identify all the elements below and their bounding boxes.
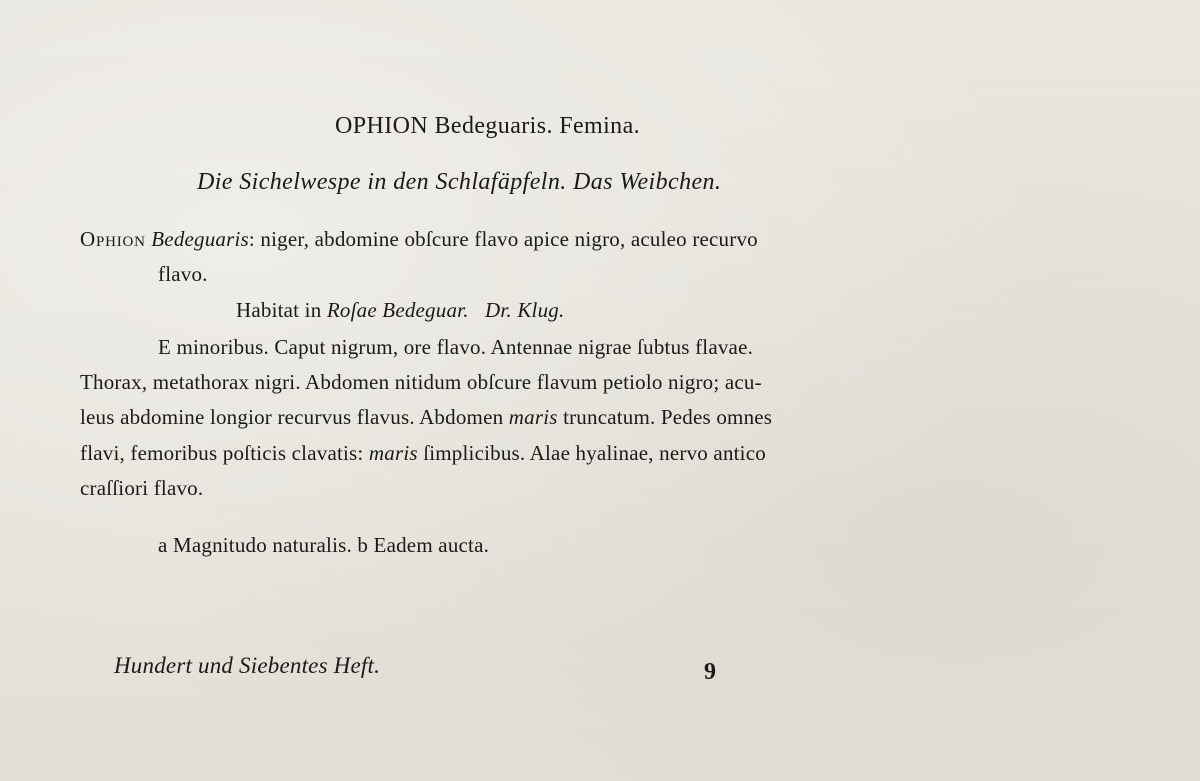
- page-subtitle: Die Sichelwespe in den Schlafäpfeln. Das Weibchen.: [197, 169, 722, 195]
- description-line-4-maris: maris: [368, 441, 418, 465]
- habitat-prefix: Habitat in: [236, 298, 322, 322]
- diagnosis-genus: Ophion: [80, 227, 146, 251]
- diagnosis-line-1: [80, 229, 758, 250]
- habitat-line: [236, 300, 564, 321]
- description-line-3-c: truncatum. Pedes omnes: [563, 405, 773, 429]
- description-line-1: E minoribus. Caput nigrum, ore flavo. Antennae nigrae ſubtus flavae.: [158, 335, 754, 359]
- description-line-4-a: flavi, femoribus poſticis clavatis:: [80, 441, 364, 465]
- description-line-5: craſſiori flavo.: [80, 476, 204, 500]
- figure-legend: a Magnitudo naturalis. b Eadem aucta.: [158, 533, 490, 557]
- diagnosis-line-2: flavo.: [158, 262, 208, 286]
- habitat-author: Dr. Klug.: [485, 298, 565, 322]
- habitat-host: Roſae Bedeguar.: [326, 298, 469, 322]
- page-title: [335, 114, 640, 138]
- description-line-2: Thorax, metathorax nigri. Abdomen nitidum obſcure flavum petiolo nigro; acu-: [80, 370, 762, 394]
- title-rest: Bedeguaris. Femina.: [434, 113, 641, 139]
- description-line-4-c: ſimplicibus. Alae hyalinae, nervo antico: [423, 441, 766, 465]
- diagnosis-text: : niger, abdomine obſcure flavo apice nigro, aculeo recurvo: [248, 227, 758, 251]
- page-number: 9: [704, 659, 717, 685]
- title-genus: OPHION: [335, 113, 429, 139]
- description-line-4: [80, 443, 766, 464]
- footer-signature: Hundert und Siebentes Heft.: [114, 653, 381, 678]
- description-line-3-maris: maris: [508, 405, 558, 429]
- description-line-3-a: leus abdomine longior recurvus flavus. Abdomen: [80, 405, 504, 429]
- description-line-3: [80, 407, 772, 428]
- diagnosis-species: Bedeguaris: [151, 227, 249, 251]
